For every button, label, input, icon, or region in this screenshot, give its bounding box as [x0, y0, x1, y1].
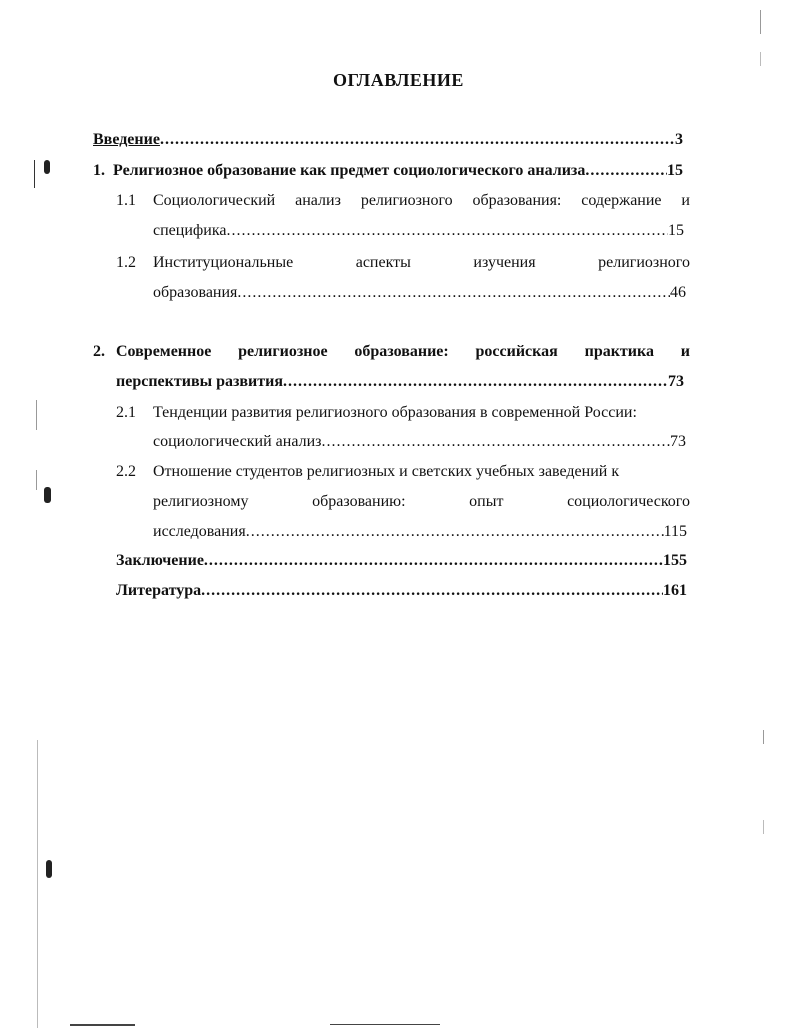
entry-label: Введение — [93, 131, 160, 148]
entry-label-cont: исследования — [153, 523, 246, 540]
entry-page: 15 — [668, 222, 684, 239]
leader-dots — [201, 581, 663, 601]
entry-number: 1.2 — [116, 254, 136, 271]
toc-entry-literature — [116, 581, 687, 601]
entry-label-cont: социологический анализ — [153, 433, 322, 450]
toc-title: ОГЛАВЛЕНИЕ — [333, 70, 464, 90]
entry-page: 73 — [670, 433, 686, 450]
entry-number: 2.2 — [116, 463, 136, 480]
leader-dots — [321, 432, 670, 452]
scan-artifact-line — [763, 730, 764, 744]
entry-number: 2.1 — [116, 404, 136, 421]
word: и — [680, 343, 690, 360]
entry-page: 15 — [667, 162, 683, 179]
entry-number: 1.1 — [116, 192, 136, 209]
leader-dots — [237, 283, 670, 303]
scan-artifact-line — [36, 400, 37, 430]
word: религиозное — [238, 343, 328, 360]
binder-hole-mark — [44, 160, 50, 174]
entry-number: 1. — [93, 162, 105, 179]
leader-dots — [226, 221, 668, 241]
toc-entry-1-1-line1 — [153, 191, 690, 211]
leader-dots — [160, 130, 675, 150]
word: социологического — [567, 493, 690, 510]
entry-label-cont: специфика — [153, 222, 227, 239]
scan-artifact-line — [763, 820, 764, 834]
word: аспекты — [355, 254, 411, 271]
entry-page: 46 — [670, 284, 686, 301]
entry-page: 155 — [663, 552, 687, 569]
scan-artifact-line — [37, 740, 38, 1028]
scan-artifact-bottom-line — [70, 1024, 135, 1026]
leader-dots — [204, 551, 663, 571]
toc-entry-2-1-line1: Тенденции развития религиозного образования в современной России: — [153, 404, 637, 421]
entry-page: 73 — [668, 373, 684, 390]
word: религиозному — [153, 493, 249, 510]
toc-entry-intro — [93, 130, 683, 150]
toc-entry-2-2-line1: Отношение студентов религиозных и светских учебных заведений к — [153, 463, 620, 480]
toc-entry-chapter-2-line1 — [116, 342, 690, 362]
scan-artifact-line — [760, 10, 761, 34]
word: анализ — [295, 192, 341, 209]
entry-page: 3 — [675, 131, 683, 148]
entry-label: Литература — [116, 582, 202, 599]
word: Социологический — [153, 192, 276, 209]
toc-entry-2-2-line2 — [153, 492, 690, 512]
entry-page: 115 — [663, 523, 687, 540]
toc-entry-2-1-line2 — [153, 432, 686, 452]
word: Современное — [116, 343, 212, 360]
word: религиозного — [360, 192, 453, 209]
entry-label: Заключение — [116, 552, 204, 569]
scan-artifact-bottom-line — [330, 1024, 440, 1025]
word: Институциональные — [153, 254, 294, 271]
word: изучения — [473, 254, 536, 271]
word: и — [681, 192, 690, 209]
scan-artifact-line — [760, 52, 761, 66]
entry-label-cont: перспективы развития — [116, 373, 283, 390]
leader-dots — [585, 161, 667, 181]
toc-entry-chapter-2-line2 — [116, 372, 684, 392]
word: образование: — [354, 343, 449, 360]
entry-page: 161 — [663, 582, 687, 599]
word: образованию: — [312, 493, 406, 510]
scan-artifact-line — [34, 160, 35, 188]
toc-entry-1-2-line2 — [153, 283, 686, 303]
toc-entry-conclusion — [116, 551, 687, 571]
entry-label-cont: образования — [153, 284, 238, 301]
toc-entry-chapter-1 — [93, 161, 683, 181]
word: опыт — [469, 493, 504, 510]
leader-dots — [283, 372, 668, 392]
word: религиозного — [598, 254, 690, 271]
word: содержание — [581, 192, 662, 209]
entry-number: 2. — [93, 343, 105, 360]
toc-entry-1-1-line2 — [153, 221, 684, 241]
word: образования: — [472, 192, 562, 209]
word: практика — [584, 343, 654, 360]
binder-hole-mark — [44, 487, 51, 503]
binder-hole-mark — [46, 860, 52, 878]
scan-artifact-line — [36, 470, 37, 490]
leader-dots — [246, 522, 664, 542]
toc-entry-2-2-line3 — [153, 522, 687, 542]
entry-label: Религиозное образование как предмет социологического анализа — [113, 162, 586, 179]
toc-entry-1-2-line1 — [153, 253, 690, 273]
word: российская — [475, 343, 558, 360]
